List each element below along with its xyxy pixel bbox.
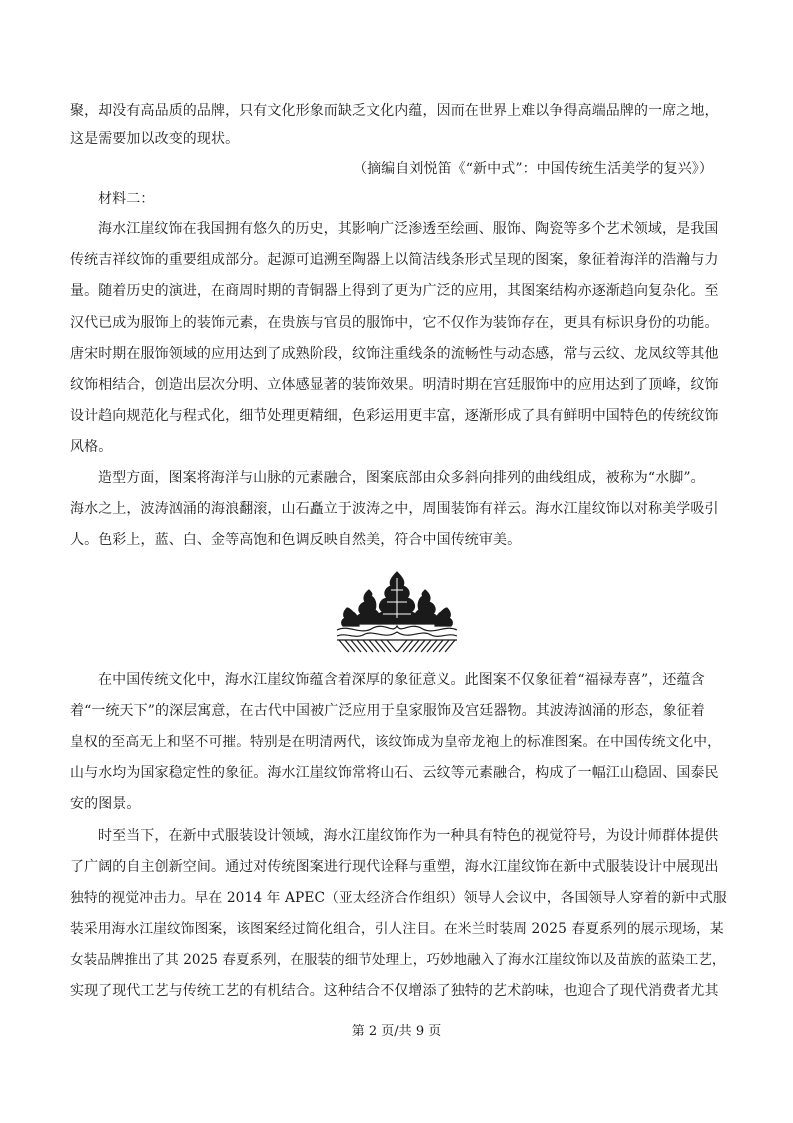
- text-line: 人。色彩上，蓝、白、金等高饱和色调反映自然美，符合中国传统审美。: [70, 532, 522, 548]
- text-line: 装采用海水江崖纹饰图案，该图案经过简化组合，引人注目。在米兰时装周 2025 春夏系列的展示现场，某: [70, 921, 724, 937]
- text-line: 纹饰相结合，创造出层次分明、立体感显著的装饰效果。明清时期在宫廷服饰中的应用达到了顶峰，纹饰: [70, 377, 719, 393]
- text-line: 海水之上，波涛汹涌的海浪翻滚，山石矗立于波涛之中，周围装饰有祥云。海水江崖纹饰以对称美学吸引: [70, 501, 719, 517]
- text-line: 造型方面，图案将海洋与山脉的元素融合，图案底部由众多斜向排列的曲线组成，被称为“水脚”。: [98, 470, 705, 486]
- text-line: 时至当下，在新中式服装设计领域，海水江崖纹饰作为一种具有特色的视觉符号，为设计师群体提供: [98, 828, 719, 844]
- text-line: 海水江崖纹饰在我国拥有悠久的历史，其影响广泛渗透至绘画、服饰、陶瓷等多个艺术领域，是我国: [98, 221, 719, 237]
- text-line: 了广阔的自主创新空间。通过对传统图案进行现代诠释与重塑，海水江崖纹饰在新中式服装设计中展现出: [70, 859, 719, 875]
- sea-cliff-pattern-icon: [333, 568, 461, 654]
- text-line: 独特的视觉冲击力。早在 2014 年 APEC（亚太经济合作组织）领导人会议中，各国领导人穿着的新中式服: [70, 890, 727, 906]
- section-label: 材料二：: [98, 191, 155, 207]
- text-line: 唐宋时期在服饰领域的应用达到了成熟阶段，纹饰注重线条的流畅性与动态感，常与云纹、龙凤纹等其他: [70, 346, 719, 362]
- text-line: 实现了现代工艺与传统工艺的有机结合。这种结合不仅增添了独特的艺术韵味，也迎合了现代消费者尤其: [70, 983, 719, 999]
- text-line: 女装品牌推出了其 2025 春夏系列，在服装的细节处理上，巧妙地融入了海水江崖纹饰以及苗族的蓝染工艺，: [70, 952, 726, 968]
- text-line: 着“一统天下”的深层寓意，在古代中国被广泛应用于皇家服饰及宫廷器物。其波涛汹涌的形态，象征着: [70, 703, 705, 719]
- source-citation: （摘编自刘悦笛《“新中式”：中国传统生活美学的复兴》）: [352, 161, 713, 177]
- text-line: 这是需要加以改变的现状。: [70, 131, 240, 147]
- text-line: 皇权的至高无上和坚不可摧。特别是在明清两代，该纹饰成为皇帝龙袍上的标准图案。在中国传统文化中，: [70, 734, 721, 750]
- text-line: 在中国传统文化中，海水江崖纹饰蕴含着深厚的象征意义。此图案不仅象征着“福禄寿喜”，还蕴含: [98, 672, 705, 688]
- text-line: 聚，却没有高品质的品牌，只有文化形象而缺乏文化内蕴，因而在世界上难以争得高端品牌的一席之地，: [70, 103, 719, 119]
- text-line: 山与水均为国家稳定性的象征。海水江崖纹饰常将山石、云纹等元素融合，构成了一幅江山稳固、国泰民: [70, 765, 719, 781]
- page-number: 第 2 页/共 9 页: [351, 1024, 442, 1039]
- text-line: 传统吉祥纹饰的重要组成部分。起源可追溯至陶器上以简洁线条形式呈现的图案，象征着海洋的浩瀚与力: [70, 252, 719, 268]
- text-line: 风格。: [70, 439, 113, 455]
- text-line: 设计趋向规范化与程式化，细节处理更精细，色彩运用更丰富，逐渐形成了具有鲜明中国特色的传统纹饰: [70, 408, 719, 424]
- text-line: 安的图景。: [70, 796, 141, 812]
- text-line: 汉代已成为服饰上的装饰元素，在贵族与官员的服饰中，它不仅作为装饰存在，更具有标识身份的功能。: [70, 315, 719, 331]
- text-line: 量。随着历史的演进，在商周时期的青铜器上得到了更为广泛的应用，其图案结构亦逐渐趋向复杂化。至: [70, 283, 719, 299]
